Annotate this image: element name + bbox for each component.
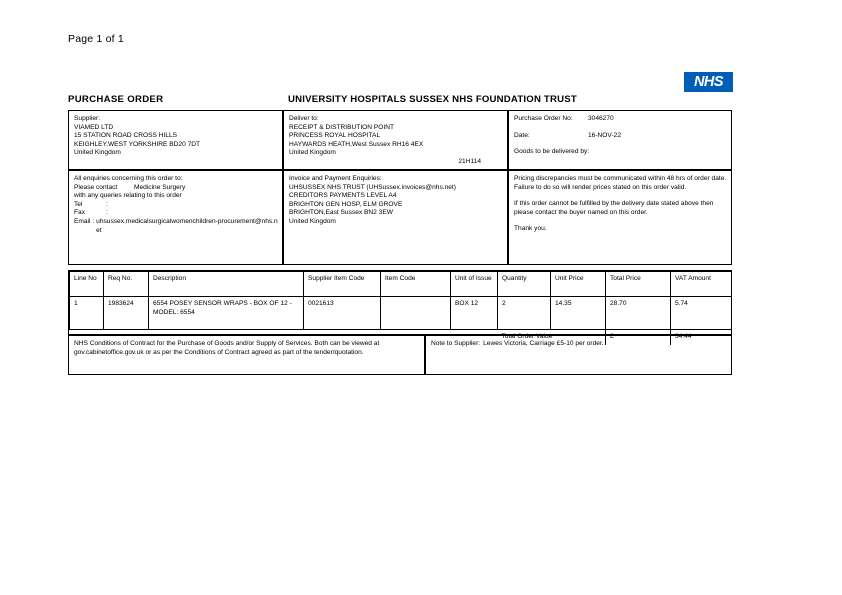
enquiries-contact-value: Medicine Surgery (134, 183, 186, 191)
conditions-text: NHS Conditions of Contract for the Purchase of Goods and/or Supply of Services. Both can be viewed at gov.cabinetoffice.gov.uk or as per the Conditions of Contract agreed as part of the tender/quotation. (74, 340, 380, 356)
supplier-line: United Kingdom (74, 149, 121, 157)
total-order-value-currency: £ (606, 330, 671, 345)
column-header-line-no: Line No (70, 272, 104, 297)
page-title-trust: UNIVERSITY HOSPITALS SUSSEX NHS FOUNDATION TRUST (288, 94, 577, 105)
invoice-heading: Invoice and Payment Enquiries: (289, 175, 382, 182)
cell-description: 6554 POSEY SENSOR WRAPS - BOX OF 12 - MODEL: 6554 (149, 297, 304, 330)
cell-total-price: 28.70 (606, 297, 671, 330)
column-header-unit-of-issue: Unit of Issue (451, 272, 498, 297)
deliver-to-line: United Kingdom (289, 149, 336, 157)
cell-item-code (381, 297, 451, 330)
enquiries-box (68, 170, 283, 265)
supplier-box (68, 110, 283, 170)
enquiries-fax-value: : (106, 209, 108, 217)
column-header-item-code: Item Code (381, 272, 451, 297)
column-header-req-no: Req No. (104, 272, 149, 297)
table-header-row (70, 272, 732, 297)
cell-supplier-item-code: 0021613 (304, 297, 381, 330)
cell-quantity: 2 (498, 297, 551, 330)
pricing-paragraph-2: If this order cannot be fulfilled by the delivery date stated above then please contact the buyer named on this order. (514, 200, 714, 216)
goods-delivery-label: Goods to be delivered by: (514, 148, 590, 156)
pricing-terms-box (508, 170, 732, 265)
supplier-line: VIAMED LTD (74, 123, 114, 131)
enquiries-subtitle: with any queries relating to this order (74, 192, 182, 200)
page-title-purchase-order: PURCHASE ORDER (68, 94, 164, 105)
nhs-logo: NHS (684, 72, 733, 92)
column-header-description: Description (149, 272, 304, 297)
cell-unit-price: 14.35 (551, 297, 606, 330)
order-date-value: 16-NOV-22 (588, 131, 621, 139)
pricing-paragraph-3: Thank you. (514, 225, 547, 233)
cell-unit-of-issue: BOX 12 (451, 297, 498, 330)
supplier-line: 15 STATION ROAD CROSS HILLS (74, 132, 178, 140)
page-number-label: Page 1 of 1 (68, 33, 124, 45)
enquiries-tel-label: Tel (74, 200, 83, 208)
pricing-paragraph-1: Pricing discrepancies must be communicated within 48 hrs of order date. Failure to do so will render prices stated on this order valid. (514, 175, 727, 191)
table-row (70, 297, 732, 330)
note-to-supplier-label: Note to Supplier: (431, 340, 481, 347)
order-date-label: Date: (514, 131, 530, 139)
deliver-to-box (283, 110, 508, 170)
enquiries-contact-label: Please contact (74, 183, 118, 191)
invoice-line: United Kingdom (289, 217, 336, 225)
po-number-value: 3046270 (588, 115, 614, 122)
invoice-enquiries-box (283, 170, 508, 265)
po-number-label: Purchase Order No: (514, 115, 573, 122)
total-order-value-label: Total Order Value (498, 330, 606, 345)
deliver-to-line: RECEIPT & DISTRIBUTION POINT (289, 123, 395, 131)
cell-vat-amount: 5.74 (671, 297, 732, 330)
deliver-to-line: HAYWARDS HEATH,West Sussex RH16 4EX (289, 140, 424, 148)
note-to-supplier-value: Lewes Victoria, Carriage £5-10 per order. (483, 340, 604, 347)
column-header-total-price: Total Price (606, 272, 671, 297)
deliver-to-code: 21H114 (458, 157, 481, 165)
invoice-line: BRIGHTON GEN HOSP, ELM GROVE (289, 200, 403, 208)
deliver-to-line: PRINCESS ROYAL HOSPITAL (289, 132, 381, 140)
cell-req-no: 1983624 (104, 297, 149, 330)
total-order-value-amount: 34.44 (671, 330, 732, 345)
note-to-supplier-box (425, 335, 732, 375)
enquiries-email-value: uhsussex.medicalsurgicalwomenchildren-procurement@nhs.net (96, 217, 278, 234)
enquiries-email-label: Email : (74, 217, 95, 225)
conditions-box (68, 335, 425, 375)
line-items-table (68, 270, 732, 340)
enquiries-heading: All enquiries concerning this order to: (74, 175, 183, 182)
column-header-quantity: Quantity (498, 272, 551, 297)
column-header-vat-amount: VAT Amount (671, 272, 732, 297)
deliver-to-heading: Deliver to: (289, 115, 319, 122)
order-info-box (508, 110, 732, 170)
column-header-unit-price: Unit Price (551, 272, 606, 297)
invoice-line: BRIGHTON,East Sussex BN2 3EW (289, 209, 393, 217)
enquiries-tel-value: : (106, 200, 108, 208)
cell-line-no: 1 (70, 297, 104, 330)
invoice-line: CREDITORS PAYMENTS LEVEL A4 (289, 192, 397, 200)
invoice-line: UHSUSSEX NHS TRUST (UHSussex.invoices@nhs.net) (289, 183, 456, 191)
supplier-heading: Supplier: (74, 115, 101, 122)
supplier-line: KEIGHLEY,WEST YORKSHIRE BD20 7DT (74, 140, 201, 148)
enquiries-fax-label: Fax (74, 209, 85, 217)
column-header-supplier-item-code: Supplier Item Code (304, 272, 381, 297)
